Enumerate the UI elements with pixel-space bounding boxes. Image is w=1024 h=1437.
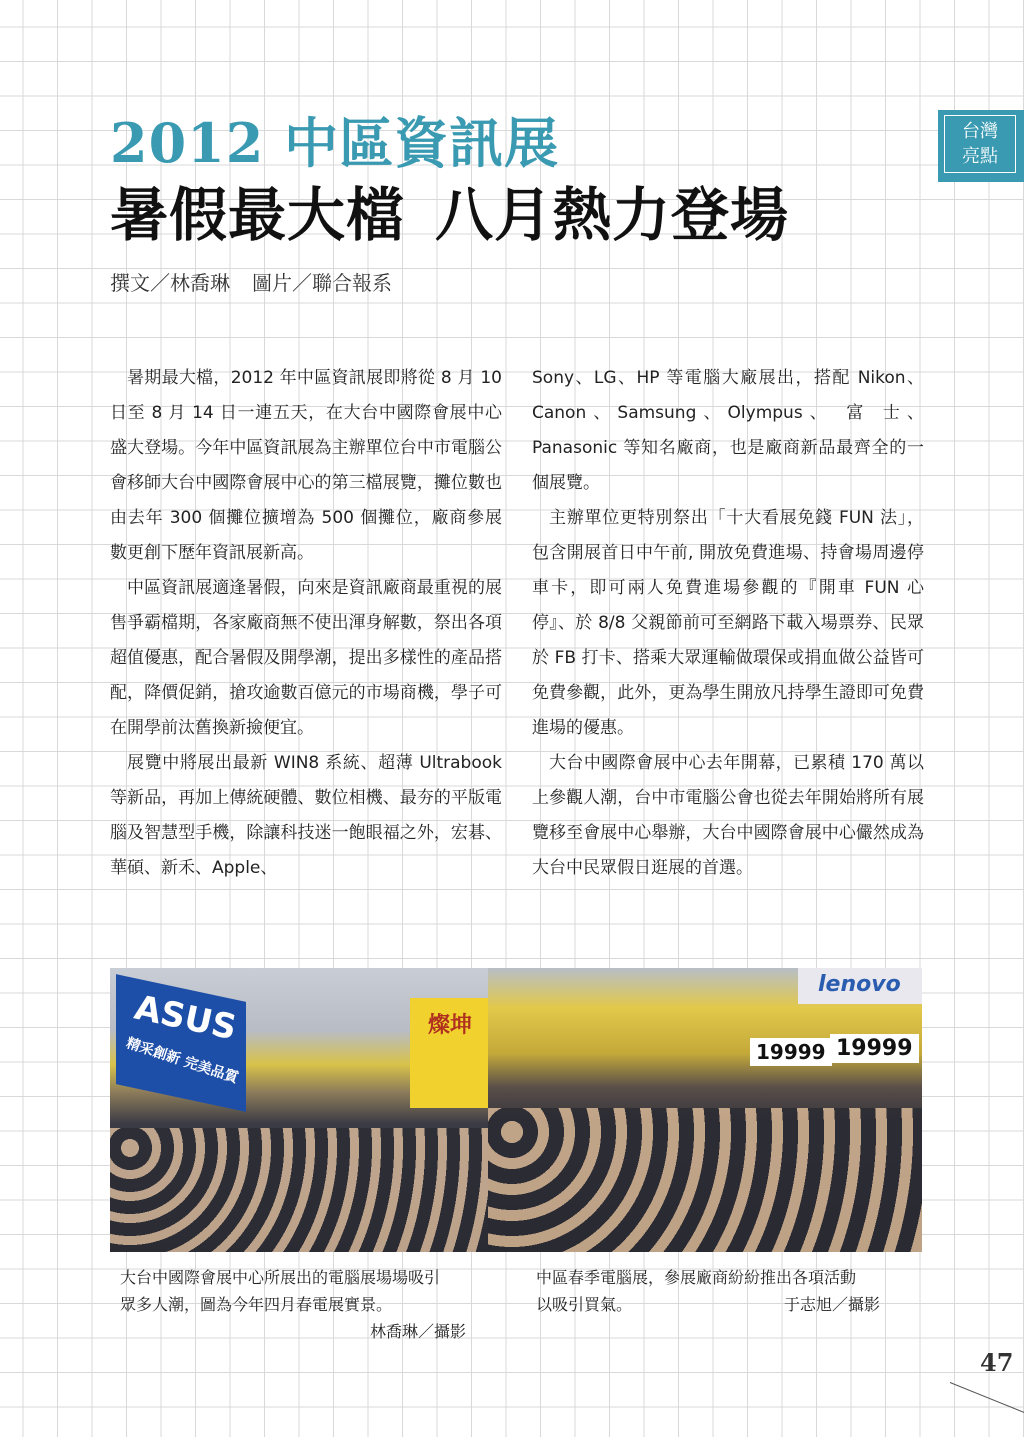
article-left-column bbox=[110, 361, 502, 886]
title-line-2-part-2: 八月熱力登場 bbox=[435, 181, 790, 249]
caption-right-credit: 于志旭／攝影 bbox=[784, 1295, 881, 1314]
caption-right-line-1: 中區春季電腦展，參展廠商紛紛推出各項活動 bbox=[536, 1268, 857, 1287]
section-badge bbox=[938, 110, 1024, 182]
crowd bbox=[110, 1128, 488, 1252]
title-line-1: 2012 中區資訊展 bbox=[110, 111, 560, 175]
expo-crowd-photo-right bbox=[488, 968, 922, 1252]
caption-left-line-2: 眾多人潮，圖為今年四月春電展實景。 bbox=[120, 1295, 393, 1314]
byline-photo-credit: 圖片／聯合報系 bbox=[252, 271, 392, 295]
byline bbox=[110, 268, 392, 298]
price-tag-2: 19999 bbox=[830, 1034, 919, 1063]
badge-line-1: 台灣 bbox=[962, 121, 998, 142]
booth-sign: 燦坤 bbox=[428, 1013, 473, 1038]
title-line-2 bbox=[110, 178, 789, 252]
crowd bbox=[488, 1108, 922, 1252]
caption-left-credit: 林喬琳／攝影 bbox=[370, 1322, 467, 1341]
lenovo-sign: lenovo bbox=[818, 972, 901, 997]
paragraph: 展覽中將展出最新 WIN8 系統、超薄 Ultrabook 等新品，再加上傳統硬體、數位相機、最夯的平版電腦及智慧型手機，除讓科技迷一飽眼福之外，宏碁、華碩、新禾、Apple、 bbox=[110, 753, 502, 878]
asus-sign: ASUS bbox=[130, 987, 240, 1049]
expo-crowd-photo-left bbox=[110, 968, 488, 1252]
paragraph: Sony、LG、HP 等電腦大廠展出，搭配 Nikon、Canon、Samsung、Olympus、 富 士、Panasonic 等知名廠商，也是廠商新品最齊全的一個展覽。 bbox=[532, 368, 924, 493]
paragraph: 大台中國際會展中心去年開幕，已累積 170 萬以上參觀人潮，台中市電腦公會也從去年開始將所有展覽移至會展中心舉辦，大台中國際會展中心儼然成為大台中民眾假日逛展的首選。 bbox=[532, 753, 924, 878]
corner-decoration-line bbox=[950, 1382, 1024, 1417]
caption-right-line-2: 以吸引買氣。 bbox=[536, 1295, 633, 1314]
article-right-column bbox=[532, 361, 924, 886]
badge-line-2: 亮點 bbox=[962, 146, 998, 167]
title-line-2-part-1: 暑假最大檔 bbox=[110, 181, 406, 249]
caption-left-line-1: 大台中國際會展中心所展出的電腦展場場吸引 bbox=[120, 1268, 441, 1287]
photo-strip bbox=[110, 968, 922, 1252]
byline-author: 撰文／林喬琳 bbox=[110, 271, 230, 295]
asus-slogan-sign: 精采創新 完美品質 bbox=[124, 1035, 241, 1087]
page-number: 47 bbox=[980, 1348, 1014, 1377]
price-tag-1: 19999 bbox=[750, 1038, 832, 1066]
caption-left bbox=[120, 1264, 440, 1318]
paragraph: 主辦單位更特別祭出「十大看展免錢 FUN 法」，包含開展首日中午前, 開放免費進場、持會場周邊停車卡，即可兩人免費進場參觀的『開車 FUN 心停』、於 8/8 父親節前可至網路下載入場票券、民眾於 FB 打卡、搭乘大眾運輸做環保或捐血做公益皆可免費參觀，此外，更為學生開放凡持學生證即可免費進場的優惠。 bbox=[532, 508, 924, 738]
paragraph: 中區資訊展適逢暑假，向來是資訊廠商最重視的展售爭霸檔期，各家廠商無不使出渾身解數，祭出各項超值優惠，配合暑假及開學潮，提出多樣性的產品搭配，降價促銷，搶攻逾數百億元的市場商機，學子可在開學前汰舊換新撿便宜。 bbox=[110, 578, 502, 738]
paragraph: 暑期最大檔，2012 年中區資訊展即將從 8 月 10 日至 8 月 14 日一連五天，在大台中國際會展中心盛大登場。今年中區資訊展為主辦單位台中市電腦公會移師大台中國際會展中心的第三檔展覽，攤位數也由去年 300 個攤位擴增為 500 個攤位，廠商參展數更創下歷年資訊展新高。 bbox=[110, 368, 502, 563]
